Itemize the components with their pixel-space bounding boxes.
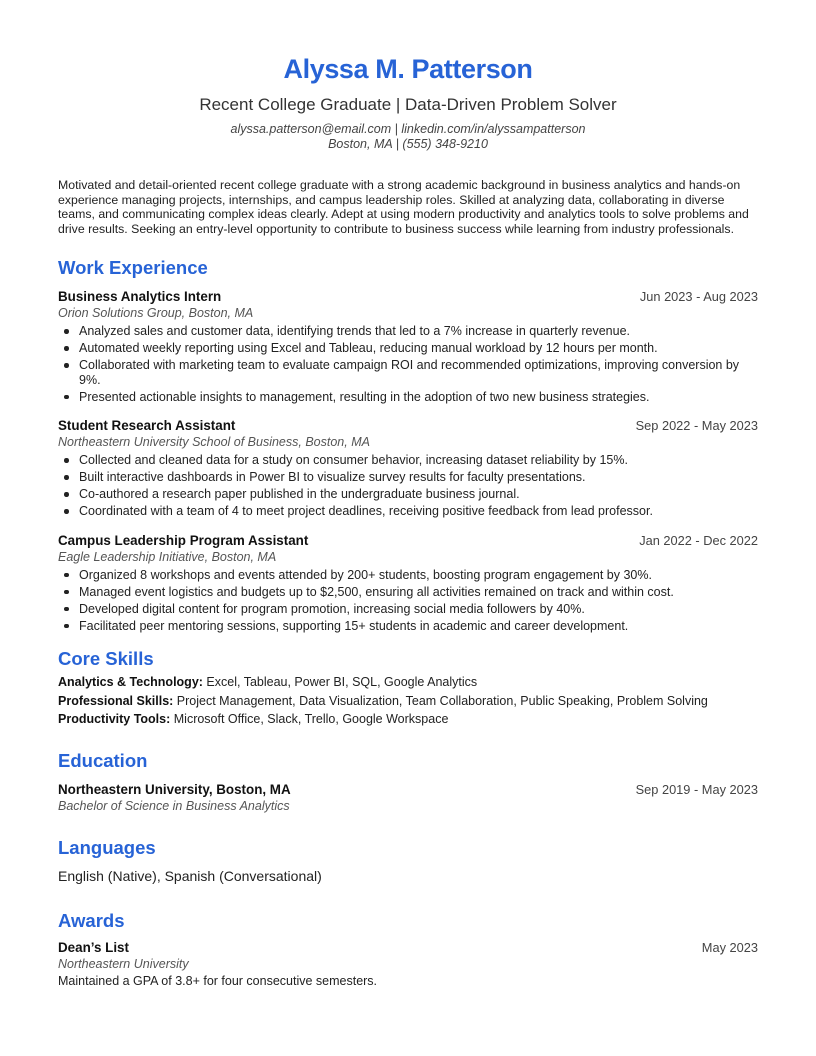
award-header: [58, 939, 758, 956]
skill-row: [58, 692, 758, 711]
job-header: [58, 288, 758, 305]
job-bullet: Collaborated with marketing team to evaluate campaign ROI and recommended optimizations, improving conversion by 9%.: [58, 358, 758, 387]
section-title-education: Education: [58, 749, 148, 771]
section-title-core-skills: Core Skills: [58, 648, 154, 669]
award-entry: [58, 939, 758, 989]
job-title: Campus Leadership Program Assistant: [58, 532, 309, 548]
skill-label: Professional Skills:: [58, 693, 174, 708]
section-title-work-experience: Work Experience: [58, 257, 208, 278]
education-degree: Bachelor of Science in Business Analytics: [58, 798, 290, 813]
job-dates: Jan 2022 - Dec 2022: [639, 532, 758, 548]
job-bullet-list: [58, 324, 758, 404]
education-dates: Sep 2019 - May 2023: [635, 781, 758, 797]
skill-row: [58, 710, 758, 729]
job-bullet: Organized 8 workshops and events attended by 200+ students, boosting program engagement by 30%.: [58, 568, 758, 583]
section-title-languages: Languages: [58, 836, 156, 858]
award-name: Dean’s List: [58, 939, 129, 955]
award-detail: Maintained a GPA of 3.8+ for four consecutive semesters.: [58, 973, 378, 988]
job-dates: Sep 2022 - May 2023: [635, 418, 758, 433]
job-bullet: Coordinated with a team of 4 to meet project deadlines, receiving positive feedback from lead professor.: [58, 504, 758, 519]
award-organization: Northeastern University: [58, 956, 189, 971]
job-bullet: Automated weekly reporting using Excel and Tableau, reducing manual workload by 12 hours per month.: [58, 341, 758, 356]
candidate-name: Alyssa M. Patterson: [283, 54, 533, 84]
job-bullet-list: [58, 453, 758, 519]
professional-summary: Motivated and detail-oriented recent college graduate with a strong academic background in business analytics and hands-on experience managing projects, internships, and campus leadership roles. Skilled at analyzing data, collaborating in diverse teams, and communicating complex ideas clearly. Adept at using modern productivity and analytics tools to solve problems and drive results. Seeking an entry-level opportunity to contribute to business success while learning from industry professionals.: [58, 178, 749, 236]
skill-label: Productivity Tools:: [58, 712, 171, 726]
job-bullet: Co-authored a research paper published in the undergraduate business journal.: [58, 487, 758, 502]
skill-row: [58, 673, 758, 692]
section-title-awards: Awards: [58, 909, 125, 931]
skill-values: Project Management, Data Visualization, Team Collaboration, Public Speaking, Problem Solving: [173, 693, 708, 708]
job-bullet: Built interactive dashboards in Power BI to visualize survey results for faculty presentations.: [58, 470, 758, 485]
job-bullet: Collected and cleaned data for a study on consumer behavior, increasing dataset reliability by 15%.: [58, 453, 758, 468]
award-date: May 2023: [701, 939, 758, 955]
education-entry: [58, 781, 758, 815]
job-bullet: Analyzed sales and customer data, identifying trends that led to a 7% increase in quarterly revenue.: [58, 324, 758, 339]
job-title: Business Analytics Intern: [58, 289, 222, 304]
job-bullet: Facilitated peer mentoring sessions, supporting 15+ students in academic and career development.: [58, 619, 758, 634]
job-entry: [58, 417, 758, 519]
job-organization: Northeastern University School of Business, Boston, MA: [58, 435, 370, 449]
education-school: Northeastern University, Boston, MA: [58, 781, 291, 797]
job-bullet: Presented actionable insights to management, resulting in the adoption of two new business strategies.: [58, 390, 758, 405]
job-title: Student Research Assistant: [58, 418, 236, 433]
job-bullet: Developed digital content for program promotion, increasing social media followers by 40%.: [58, 602, 758, 617]
candidate-tagline: Recent College Graduate | Data-Driven Problem Solver: [199, 95, 617, 114]
skills-list: [58, 673, 758, 729]
job-header: [58, 532, 758, 549]
languages-text: English (Native), Spanish (Conversational): [58, 867, 322, 884]
job-entry: [58, 288, 758, 404]
job-organization: Eagle Leadership Initiative, Boston, MA: [58, 549, 277, 564]
job-entry: [58, 532, 758, 634]
job-header: [58, 417, 758, 434]
skill-values: Microsoft Office, Slack, Trello, Google Workspace: [170, 712, 449, 726]
skill-label: Analytics & Technology:: [58, 675, 203, 689]
contact-location-phone: Boston, MA | (555) 348-9210: [328, 137, 488, 151]
job-bullet: Managed event logistics and budgets up to $2,500, ensuring all activities remained on track and within cost.: [58, 585, 758, 600]
job-bullet-list: [58, 568, 758, 634]
job-organization: Orion Solutions Group, Boston, MA: [58, 306, 254, 320]
skill-values: Excel, Tableau, Power BI, SQL, Google Analytics: [202, 675, 478, 689]
resume-header: [58, 0, 758, 152]
education-header: [58, 781, 758, 798]
contact-email-linkedin: alyssa.patterson@email.com | linkedin.com/in/alyssampatterson: [230, 122, 586, 136]
job-dates: Jun 2023 - Aug 2023: [639, 289, 758, 304]
